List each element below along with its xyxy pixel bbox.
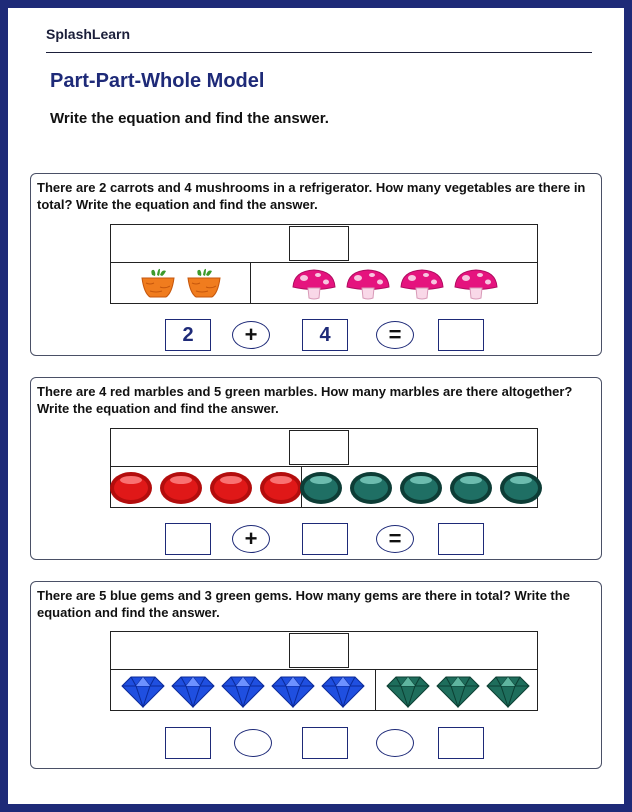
whole-answer-box[interactable] — [289, 633, 349, 668]
answer-box[interactable] — [438, 319, 484, 351]
part-b — [376, 670, 539, 711]
equals-circle[interactable] — [376, 729, 414, 757]
green-gem-icon — [486, 674, 530, 708]
part-a — [111, 467, 302, 508]
carrot-icon — [184, 267, 224, 301]
mushroom-icon — [398, 267, 446, 301]
problem-card-1 — [30, 173, 602, 356]
whole-answer-box[interactable] — [289, 430, 349, 465]
part-b — [302, 467, 539, 508]
parts-row — [111, 670, 537, 711]
second-addend-box[interactable]: 4 — [302, 319, 348, 351]
whole-row — [111, 225, 537, 263]
part-part-whole-model — [110, 428, 538, 508]
answer-box[interactable] — [438, 523, 484, 555]
equation-row — [31, 727, 601, 759]
equation-row — [31, 319, 601, 351]
plus-sign: + — [244, 322, 258, 347]
carrot-icon — [138, 267, 178, 301]
operator-circle[interactable] — [234, 729, 272, 757]
red-marble-icon — [159, 471, 203, 505]
plus-sign: + — [244, 526, 258, 551]
header-divider — [46, 52, 592, 53]
blue-gem-icon — [321, 674, 365, 708]
equation-row — [31, 523, 601, 555]
parts-row — [111, 263, 537, 304]
operator-circle[interactable] — [232, 525, 270, 553]
whole-row — [111, 632, 537, 670]
part-b — [251, 263, 539, 304]
green-gem-icon — [436, 674, 480, 708]
green-marble-icon — [399, 471, 443, 505]
instruction-text: Write the equation and find the answer. — [50, 110, 329, 127]
equals-sign: = — [388, 526, 402, 551]
problem-card-2 — [30, 377, 602, 560]
question-text: There are 5 blue gems and 3 green gems. How many gems are there in total? Write the equation and find the answer. — [37, 588, 570, 620]
blue-gem-icon — [271, 674, 315, 708]
equals-circle[interactable] — [376, 525, 414, 553]
red-marble-icon — [209, 471, 253, 505]
blue-gem-icon — [221, 674, 265, 708]
first-addend-box[interactable]: 2 — [165, 319, 211, 351]
problem-card-3 — [30, 581, 602, 769]
second-addend-box[interactable] — [302, 523, 348, 555]
part-part-whole-model — [110, 224, 538, 304]
question-text: There are 4 red marbles and 5 green marbles. How many marbles are there altogether? Write the equation and find the answer. — [37, 384, 573, 416]
green-marble-icon — [449, 471, 493, 505]
first-addend-box[interactable] — [165, 523, 211, 555]
part-part-whole-model — [110, 631, 538, 711]
green-marble-icon — [499, 471, 543, 505]
page-title: Part-Part-Whole Model — [50, 70, 265, 92]
red-marble-icon — [109, 471, 153, 505]
equals-circle[interactable] — [376, 321, 414, 349]
green-marble-icon — [299, 471, 343, 505]
blue-gem-icon — [171, 674, 215, 708]
brand-logo: SplashLearn — [46, 26, 131, 42]
first-addend-box[interactable] — [165, 727, 211, 759]
blue-gem-icon — [121, 674, 165, 708]
second-addend-box[interactable] — [302, 727, 348, 759]
operator-circle[interactable] — [232, 321, 270, 349]
mushroom-icon — [344, 267, 392, 301]
green-gem-icon — [386, 674, 430, 708]
mushroom-icon — [452, 267, 500, 301]
parts-row — [111, 467, 537, 508]
part-a — [111, 263, 251, 304]
red-marble-icon — [259, 471, 303, 505]
question-text: There are 2 carrots and 4 mushrooms in a refrigerator. How many vegetables are there in total? Write the equation and find the answer. — [37, 180, 586, 212]
green-marble-icon — [349, 471, 393, 505]
whole-answer-box[interactable] — [289, 226, 349, 261]
part-a — [111, 670, 376, 711]
mushroom-icon — [290, 267, 338, 301]
answer-box[interactable] — [438, 727, 484, 759]
equals-sign: = — [388, 322, 402, 347]
whole-row — [111, 429, 537, 467]
